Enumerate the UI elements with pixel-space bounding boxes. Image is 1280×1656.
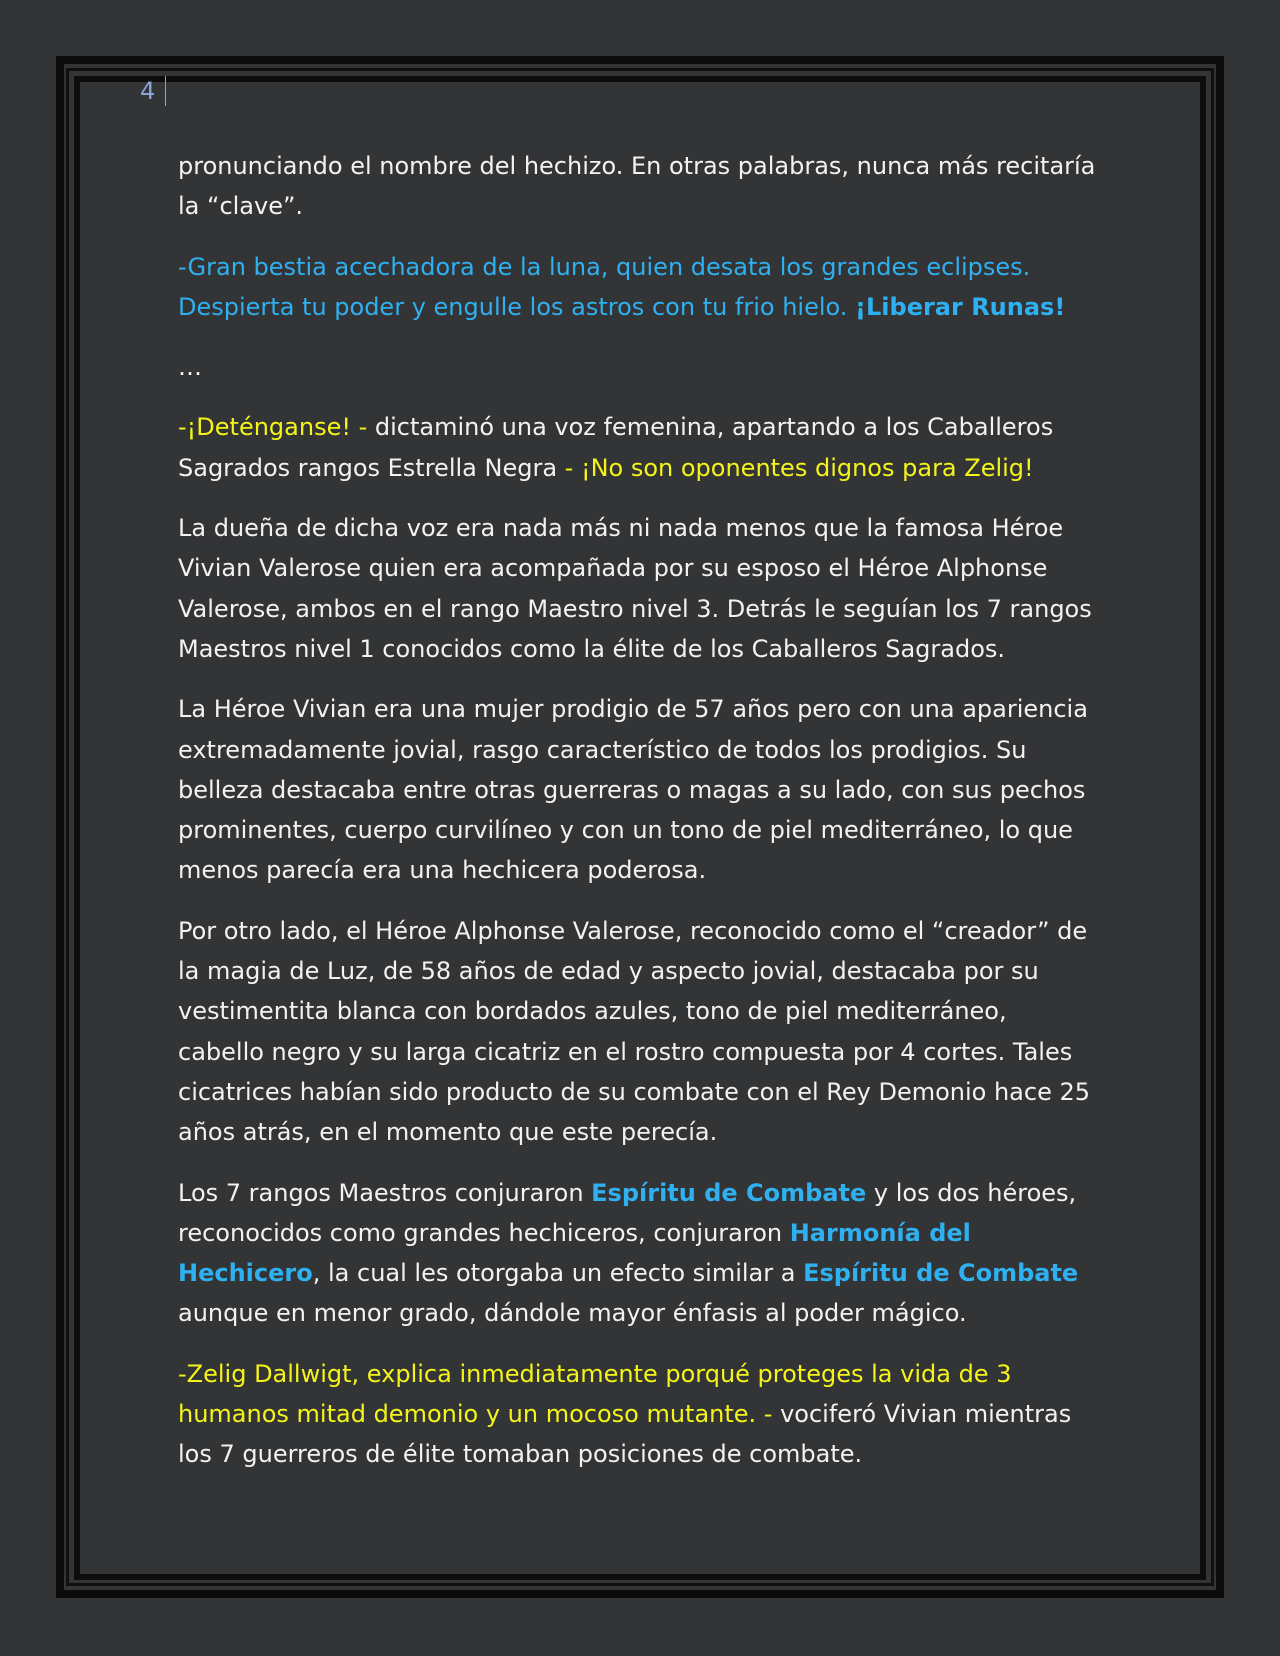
dialogue-shout-2: - ¡No son oponentes dignos para Zelig! — [564, 453, 1034, 482]
spell-name: Harmonía del Hechicero — [178, 1218, 971, 1288]
dialogue-narration: dictaminó una voz femenina, apartando a los Caballeros Sagrados rangos Estrella Negra — [178, 413, 1054, 482]
spell-name: Espíritu de Combate — [591, 1178, 867, 1207]
text-segment: aunque en menor grado, dándole mayor énfasis al poder mágico. — [178, 1299, 967, 1328]
spell-name: Espíritu de Combate — [803, 1259, 1079, 1288]
paragraph-6: La Héroe Vivian era una mujer prodigio de 57 años pero con una apariencia extremadamente jovial, rasgo característico de todos los prodigios. Su belleza destacaba entre otras guerreras o magas a su lado, con sus pechos prominentes, cuerpo curvilíneo y con un tono de piel mediterráneo, lo que menos parecía era una hechicera poderosa. — [178, 695, 1088, 885]
document-body — [178, 146, 1098, 1495]
dialogue-shout: -¡Deténganse! - — [178, 413, 368, 442]
paragraph-1: pronunciando el nombre del hechizo. En otras palabras, nunca más recitaría la “clave”. — [178, 152, 1096, 221]
text-segment: Los 7 rangos Maestros conjuraron — [178, 1178, 592, 1207]
chant-text: -Gran bestia acechadora de la luna, quien desata los grandes eclipses. Despierta tu poder y engulle los astros con tu frio hielo. — [178, 252, 1031, 321]
paragraph-7: Por otro lado, el Héroe Alphonse Valerose, reconocido como el “creador” de la magia de Luz, de 58 años de edad y aspecto jovial, destacaba por su vestimentita blanca con bordados azules, tono de piel mediterráneo, cabello negro y su larga cicatriz en el rostro compuesta por 4 cortes. Tales cicatrices habían sido producto de su combate con el Rey Demonio hace 25 años atrás, en el momento que este perecía. — [178, 916, 1091, 1147]
paragraph-3-ellipsis: … — [178, 353, 202, 382]
spell-name: ¡Liberar Runas! — [855, 292, 1066, 321]
page-number: 4 — [140, 76, 166, 106]
paragraph-2-chant — [178, 247, 1098, 328]
text-segment: y los dos héroes, reconocidos como grandes hechiceros, conjuraron — [178, 1178, 1077, 1247]
paragraph-4-dialogue — [178, 407, 1098, 488]
paragraph-8 — [178, 1173, 1098, 1334]
text-segment: , la cual les otorgaba un efecto similar a — [312, 1259, 804, 1288]
dialogue-shout: -Zelig Dallwigt, explica inmediatamente porqué proteges la vida de 3 humanos mitad demonio y un mocoso mutante. - — [178, 1359, 1012, 1429]
dialogue-narration: vociferó Vivian mientras los 7 guerreros de élite tomaban posiciones de combate. — [178, 1400, 1072, 1469]
paragraph-9-dialogue — [178, 1354, 1098, 1475]
paragraph-5: La dueña de dicha voz era nada más ni nada menos que la famosa Héroe Vivian Valerose quien era acompañada por su esposo el Héroe Alphonse Valerose, ambos en el rango Maestro nivel 3. Detrás le seguían los 7 rangos Maestros nivel 1 conocidos como la élite de los Caballeros Sagrados. — [178, 514, 1092, 663]
